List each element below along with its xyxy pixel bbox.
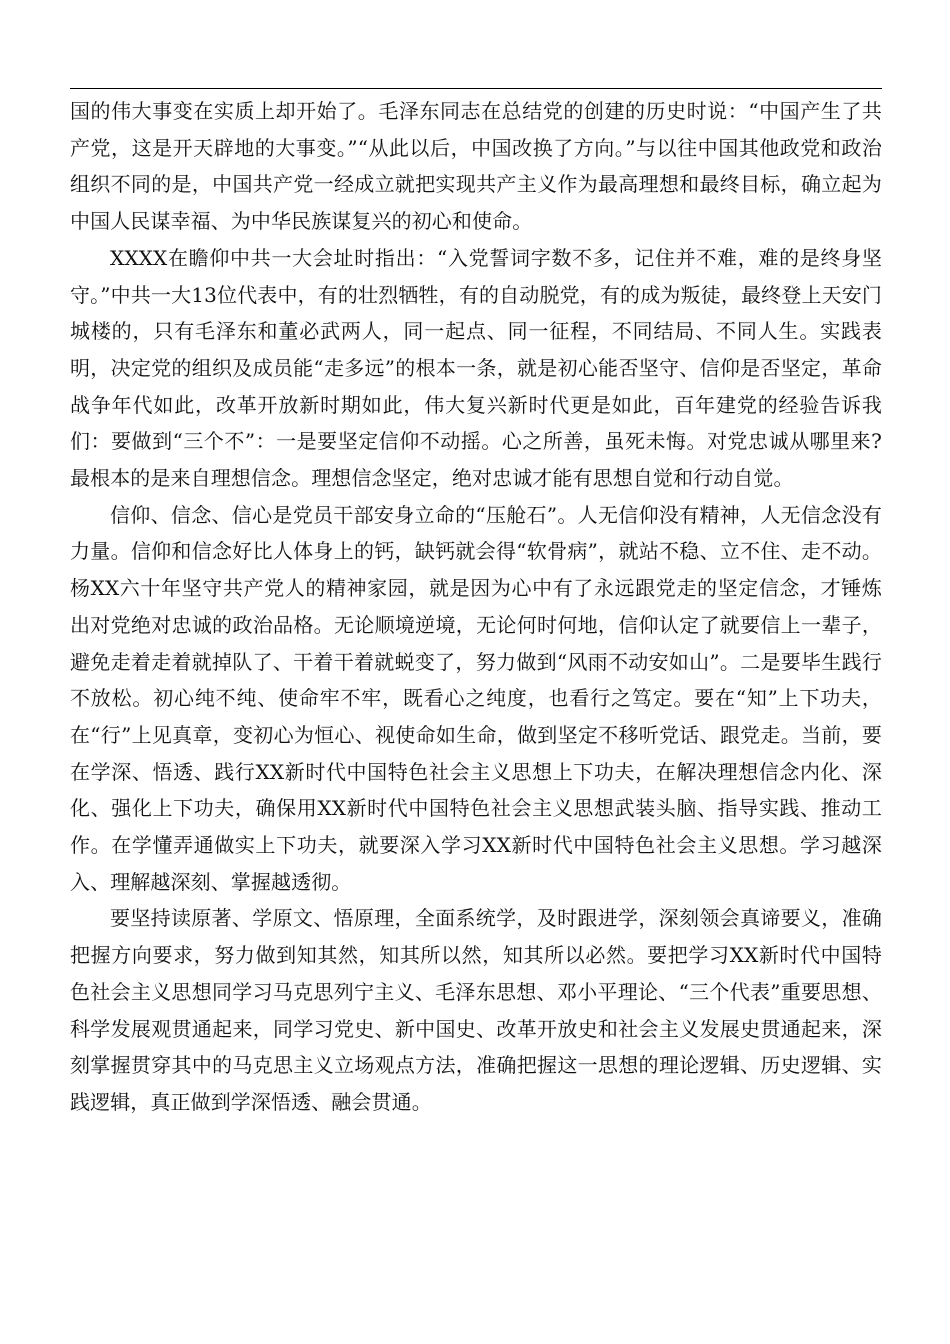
paragraph-4: 要坚持读原著、学原文、悟原理，全面系统学，及时跟进学，深刻领会真谛要义，准确把握方向要求，努力做到知其然，知其所以然，知其所以必然。要把学习XX新时代中国特色社会主义思想同学习马克思列宁主义、毛泽东思想、邓小平理论、“三个代表”重要思想、科学发展观贯通起来，同学习党史、新中国史、改革开放史和社会主义发展史贯通起来，深刻掌握贯穿其中的马克思主义立场观点方法，准确把握这一思想的理论逻辑、历史逻辑、实践逻辑，真正做到学深悟透、融会贯通。 xyxy=(70,906,882,1114)
document-body xyxy=(70,93,882,1121)
paragraph-1: 国的伟大事变在实质上却开始了。毛泽东同志在总结党的创建的历史时说：“中国产生了共产党，这是开天辟地的大事变。”“从此以后，中国改换了方向。”与以往中国其他政党和政治组织不同的是，中国共产党一经成立就把实现共产主义作为最高理想和最终目标，确立起为中国人民谋幸福、为中华民族谋复兴的初心和使命。 xyxy=(70,99,882,234)
header-rule xyxy=(70,88,882,89)
paragraph-2: XXXX在瞻仰中共一大会址时指出：“入党誓词字数不多，记住并不难，难的是终身坚守。”中共一大13位代表中，有的壮烈牺牲，有的自动脱党，有的成为叛徒，最终登上天安门城楼的，只有毛泽东和董必武两人，同一起点、同一征程，不同结局、不同人生。实践表明，决定党的组织及成员能“走多远”的根本一条，就是初心能否坚守、信仰是否坚定，革命战争年代如此，改革开放新时期如此，伟大复兴新时代更是如此，百年建党的经验告诉我们：要做到“三个不”：一是要坚定信仰不动摇。心之所善，虽死未悔。对党忠诚从哪里来?最根本的是来自理想信念。理想信念坚定，绝对忠诚才能有思想自觉和行动自觉。 xyxy=(70,245,882,491)
paragraph-3: 信仰、信念、信心是党员干部安身立命的“压舱石”。人无信仰没有精神，人无信念没有力量。信仰和信念好比人体身上的钙，缺钙就会得“软骨病”，就站不稳、立不住、走不动。杨XX六十年坚守共产党人的精神家园，就是因为心中有了永远跟党走的坚定信念，才锤炼出对党绝对忠诚的政治品格。无论顺境逆境，无论何时何地，信仰认定了就要信上一辈子，避免走着走着就掉队了、干着干着就蜕变了，努力做到“风雨不动安如山”。二是要毕生践行不放松。初心纯不纯、使命牢不牢，既看心之纯度，也看行之笃定。要在“知”上下功夫，在“行”上见真章，变初心为恒心、视使命如生命，做到坚定不移听党话、跟党走。当前，要在学深、悟透、践行XX新时代中国特色社会主义思想上下功夫，在解决理想信念内化、深化、强化上下功夫，确保用XX新时代中国特色社会主义思想武装头脑、指导实践、推动工作。在学懂弄通做实上下功夫，就要深入学习XX新时代中国特色社会主义思想。学习越深入、理解越深刻、掌握越透彻。 xyxy=(70,502,882,894)
